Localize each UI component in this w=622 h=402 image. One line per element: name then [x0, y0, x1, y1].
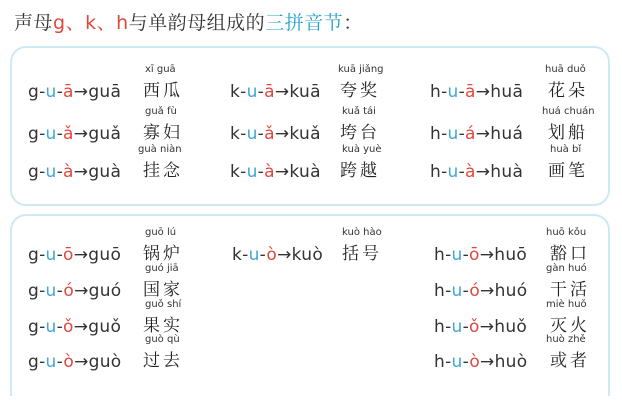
arrow-icon: → — [274, 124, 290, 144]
title-initial-k: k — [85, 12, 97, 34]
medial: u — [451, 245, 463, 265]
result-syllable: huò — [494, 352, 528, 372]
word-hanzi: 豁口 — [550, 244, 590, 264]
medial: u — [45, 352, 57, 372]
final-vowel: ō — [63, 245, 74, 265]
word-hanzi: 垮台 — [340, 123, 380, 143]
initial: g — [28, 317, 40, 337]
word-pinyin: huò zhě — [546, 334, 586, 345]
initial: h — [434, 317, 446, 337]
spelling-formula: h-u-à→huà — [430, 162, 524, 182]
spelling-formula: h-u-ō→huō — [434, 245, 528, 265]
final-vowel: á — [465, 124, 476, 144]
medial: u — [45, 124, 57, 144]
result-syllable: kuā — [289, 82, 321, 102]
title-highlight: 三拼音节 — [265, 12, 344, 34]
spelling-formula: g-u-ō→guō — [28, 245, 122, 265]
result-syllable: guā — [88, 82, 122, 102]
initial: g — [28, 352, 40, 372]
spelling-formula: g-u-ǎ→guǎ — [28, 124, 122, 144]
arrow-icon: → — [475, 124, 491, 144]
initial: h — [430, 82, 442, 102]
final-vowel: à — [264, 162, 275, 182]
word-hanzi: 西瓜 — [143, 81, 183, 101]
word-pinyin: guò qù — [145, 334, 180, 345]
word-hanzi: 果实 — [143, 316, 183, 336]
arrow-icon: → — [73, 82, 89, 102]
medial: u — [45, 317, 57, 337]
word-pinyin: huā duǒ — [545, 64, 586, 75]
spelling-formula: k-u-à→kuà — [230, 162, 321, 182]
page-title — [14, 8, 363, 38]
medial: u — [45, 82, 57, 102]
result-syllable: huō — [494, 245, 528, 265]
title-initial-h: h — [116, 12, 129, 34]
result-syllable: guó — [88, 281, 122, 301]
result-syllable: guō — [88, 245, 122, 265]
medial: u — [447, 162, 459, 182]
initial: g — [28, 162, 40, 182]
initial: k — [230, 124, 241, 144]
word-pinyin: kuā jiǎng — [338, 64, 384, 75]
medial: u — [45, 281, 57, 301]
word-pinyin: kuò hào — [342, 227, 382, 238]
word-pinyin: guǎ fù — [145, 106, 177, 117]
spelling-formula: k-u-ā→kuā — [230, 82, 321, 102]
result-syllable: kuò — [291, 245, 324, 265]
spelling-formula: h-u-ā→huā — [430, 82, 524, 102]
medial: u — [447, 82, 459, 102]
word-pinyin: huà bǐ — [550, 144, 582, 155]
final-vowel: ǒ — [63, 317, 74, 337]
word-hanzi: 括号 — [342, 244, 382, 264]
arrow-icon: → — [73, 124, 89, 144]
word-pinyin: xī guā — [145, 64, 176, 75]
result-syllable: huā — [490, 82, 524, 102]
initial: k — [230, 162, 241, 182]
word-pinyin: guà niàn — [138, 144, 182, 155]
word-pinyin: kuǎ tái — [342, 106, 376, 117]
final-vowel: ò — [266, 245, 278, 265]
medial: u — [246, 124, 258, 144]
final-vowel: ó — [469, 281, 481, 301]
medial: u — [451, 352, 463, 372]
initial: k — [230, 82, 241, 102]
result-syllable: huó — [494, 281, 528, 301]
medial: u — [246, 162, 258, 182]
word-hanzi: 锅炉 — [143, 244, 183, 264]
arrow-icon: → — [480, 352, 495, 372]
arrow-icon: → — [73, 317, 89, 337]
arrow-icon: → — [274, 82, 290, 102]
word-hanzi: 划船 — [548, 123, 588, 143]
word-pinyin: miè huǒ — [546, 299, 587, 310]
medial: u — [45, 245, 57, 265]
word-pinyin: guó jiā — [145, 263, 179, 274]
word-hanzi: 国家 — [143, 280, 183, 300]
initial: g — [28, 124, 40, 144]
final-vowel: à — [465, 162, 476, 182]
result-syllable: huà — [490, 162, 524, 182]
initial: g — [28, 281, 40, 301]
result-syllable: guǎ — [88, 124, 122, 144]
word-hanzi: 灭火 — [550, 316, 590, 336]
word-hanzi: 或者 — [550, 351, 590, 371]
title-separator-2: 、 — [96, 12, 117, 34]
arrow-icon: → — [480, 281, 495, 301]
medial: u — [45, 162, 57, 182]
result-syllable: kuà — [289, 162, 321, 182]
result-syllable: guò — [88, 352, 122, 372]
arrow-icon: → — [475, 82, 491, 102]
spelling-formula: h-u-ǒ→huǒ — [434, 317, 528, 337]
medial: u — [451, 281, 463, 301]
final-vowel: ó — [63, 281, 75, 301]
initial: k — [232, 245, 243, 265]
result-syllable: kuǎ — [289, 124, 321, 144]
spelling-formula: g-u-à→guà — [28, 162, 122, 182]
final-vowel: ā — [63, 82, 74, 102]
spelling-formula: g-u-ò→guò — [28, 352, 122, 372]
initial: g — [28, 245, 40, 265]
word-pinyin: kuà yuè — [342, 144, 382, 155]
title-separator-1: 、 — [65, 12, 86, 34]
word-pinyin: huá chuán — [542, 106, 595, 117]
final-vowel: ò — [469, 352, 481, 372]
word-hanzi: 寡妇 — [143, 123, 183, 143]
arrow-icon: → — [479, 317, 495, 337]
arrow-icon: → — [73, 245, 89, 265]
word-pinyin: huō kǒu — [546, 227, 587, 238]
word-hanzi: 跨越 — [340, 161, 380, 181]
final-vowel: ǒ — [469, 317, 480, 337]
initial: h — [430, 162, 442, 182]
initial: h — [434, 281, 446, 301]
result-syllable: huá — [490, 124, 524, 144]
word-pinyin: guō lú — [145, 227, 177, 238]
spelling-formula: h-u-ó→huó — [434, 281, 528, 301]
spelling-formula: k-u-ò→kuò — [232, 245, 324, 265]
title-text-2: 与单韵母组成的 — [128, 12, 266, 34]
arrow-icon: → — [475, 162, 491, 182]
spelling-formula: k-u-ǎ→kuǎ — [230, 124, 321, 144]
title-initial-g: g — [53, 12, 66, 34]
word-hanzi: 夸奖 — [340, 81, 380, 101]
medial: u — [447, 124, 459, 144]
title-colon: ： — [343, 12, 363, 34]
arrow-icon: → — [479, 245, 495, 265]
medial: u — [248, 245, 260, 265]
final-vowel: ō — [469, 245, 480, 265]
final-vowel: ǎ — [264, 124, 275, 144]
arrow-icon: → — [73, 162, 89, 182]
arrow-icon: → — [277, 245, 292, 265]
initial: h — [430, 124, 442, 144]
arrow-icon: → — [74, 352, 89, 372]
spelling-formula: g-u-ǒ→guǒ — [28, 317, 122, 337]
word-pinyin: guǒ shí — [145, 299, 182, 310]
title-text-1: 声母 — [14, 12, 54, 34]
word-hanzi: 干活 — [550, 280, 590, 300]
final-vowel: à — [63, 162, 74, 182]
word-hanzi: 挂念 — [143, 161, 183, 181]
word-pinyin: gàn huó — [546, 263, 587, 274]
medial: u — [451, 317, 463, 337]
word-hanzi: 画笔 — [548, 161, 588, 181]
result-syllable: guǒ — [88, 317, 122, 337]
spelling-formula: g-u-ó→guó — [28, 281, 122, 301]
initial: h — [434, 245, 446, 265]
result-syllable: huǒ — [494, 317, 528, 337]
medial: u — [246, 82, 258, 102]
spelling-formula: h-u-ò→huò — [434, 352, 528, 372]
result-syllable: guà — [88, 162, 122, 182]
final-vowel: ǎ — [63, 124, 74, 144]
final-vowel: ā — [465, 82, 476, 102]
spelling-formula: g-u-ā→guā — [28, 82, 122, 102]
initial: h — [434, 352, 446, 372]
word-hanzi: 花朵 — [548, 81, 588, 101]
word-hanzi: 过去 — [143, 351, 183, 371]
arrow-icon: → — [74, 281, 89, 301]
arrow-icon: → — [274, 162, 290, 182]
final-vowel: ò — [63, 352, 75, 372]
initial: g — [28, 82, 40, 102]
spelling-formula: h-u-á→huá — [430, 124, 524, 144]
final-vowel: ā — [264, 82, 275, 102]
